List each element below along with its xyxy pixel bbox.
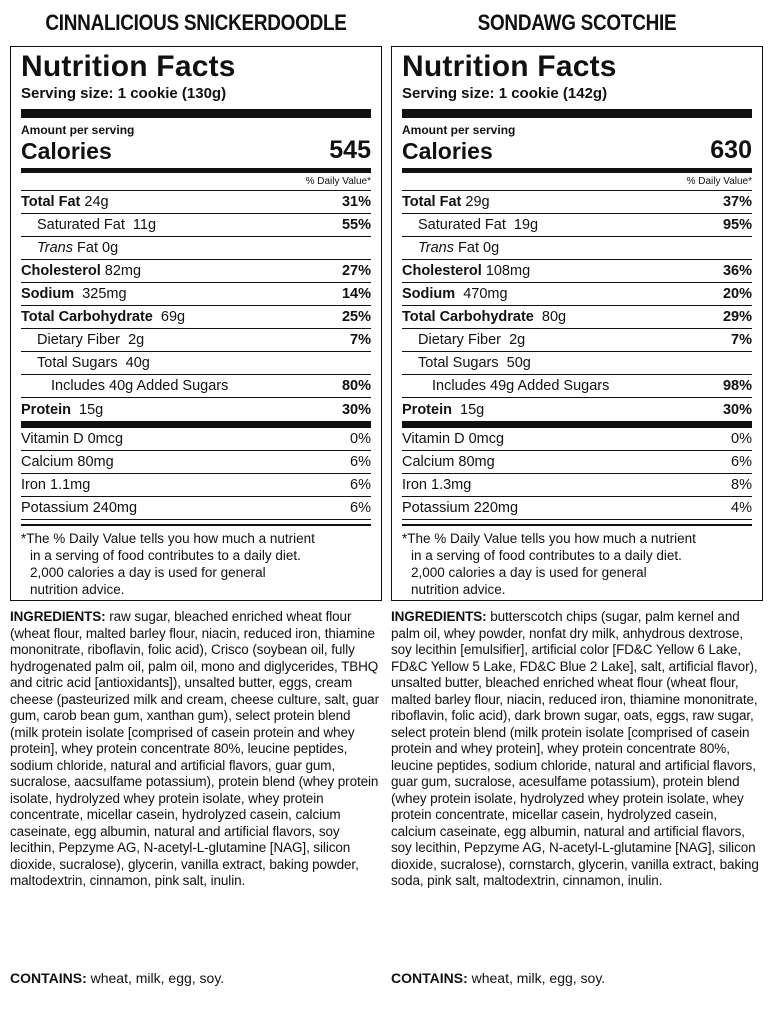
- calories-value: 630: [710, 136, 752, 164]
- vitamin-dv: 6%: [350, 454, 371, 470]
- calories-label: Calories: [402, 138, 493, 164]
- nutrient-dv: 95%: [722, 217, 752, 233]
- nutrient-amount: 15g: [460, 401, 485, 418]
- nutrient-label: Saturated Fat: [37, 217, 125, 233]
- vitamin-row-potassium: [21, 497, 371, 520]
- ingredients-text: raw sugar, bleached enriched wheat flour (wheat flour, malted barley flour, niacin, reduced iron, thiamine mononitrate, riboflavin, folic acid), Crisco (soybean oil, fully hydrogenated palm oil, palm oil, mono and diglycerides, TBHQ and citric acid [antioxidants]), unsalted butter, eggs, cream cheese (pasteurized milk and cream, cheese culture, salt, guar gum, carob bean gum, xanthan gum), select protein blend (milk protein isolate [comprised of casein protein and whey protein], whey protein concentrate 80%, leucine peptides, sodium chloride, natural and artificial flavors, guar gum, sucralose, aacsulfame potassium), protein blend (whey protein isolate, hydrolyzed whey protein isolate, whey protein concentrate, micellar casein, hydrolyzed casein, calcium caseinate, egg albumin, natural and artificial flavors, soy lecithin, Pepzyme AG, N-acetyl-L-glutamine [NAG], silicon dioxide, sucralose), glycerin, vanilla extract, baking powder, maltodextrin, cinnamon, pink salt, inulin.: [10, 609, 379, 888]
- contains-text: wheat, milk, egg, soy.: [467, 970, 606, 986]
- nutrient-row-dietary-fiber: [21, 329, 371, 352]
- footnote-line: 2,000 calories a day is used for general: [411, 565, 647, 580]
- ingredients-label: INGREDIENTS:: [10, 609, 106, 624]
- daily-value-footnote: [21, 524, 371, 598]
- vitamin-label: Potassium 220mg: [402, 500, 519, 516]
- nutrient-label: Total Carbohydrate: [402, 309, 534, 325]
- nutrient-amount: 82mg: [104, 263, 142, 279]
- nutrient-row-added-sugars: [21, 375, 371, 398]
- nutrient-label: Total Fat: [402, 194, 462, 210]
- calories-row: [402, 137, 752, 165]
- nutrient-dv: 20%: [722, 286, 752, 302]
- nutrient-label: Total Fat: [21, 194, 81, 210]
- nutrient-amount: 108mg: [485, 263, 531, 279]
- nutrient-dv: 36%: [722, 263, 752, 279]
- contains-label: CONTAINS:: [10, 970, 87, 986]
- vitamin-row-potassium: [402, 497, 752, 520]
- nutrient-dv: 27%: [341, 263, 371, 279]
- nutrient-row-total-sugars: [21, 352, 371, 375]
- divider-thick: [21, 421, 371, 428]
- ingredients-label: INGREDIENTS:: [391, 609, 487, 624]
- footnote-line: *The % Daily Value tells you how much a nutrient: [402, 531, 696, 546]
- ingredients-list: [10, 609, 382, 890]
- nutrient-amount: 2g: [128, 332, 145, 348]
- nutrition-facts-panel: [10, 46, 382, 601]
- nutrient-dv: 37%: [722, 194, 752, 210]
- nutrient-amount: Fat 0g: [458, 240, 500, 256]
- nutrient-amount: 24g: [84, 194, 109, 210]
- nutrient-label: Cholesterol: [21, 263, 101, 279]
- nutrient-row-trans-fat: [21, 237, 371, 260]
- nutrient-row-saturated-fat: [21, 214, 371, 237]
- nutrient-label: Includes 40g Added Sugars: [51, 378, 229, 394]
- nutrient-label: Total Sugars: [37, 355, 118, 371]
- nutrient-amount: 11g: [132, 217, 157, 233]
- nutrient-dv: 80%: [341, 378, 371, 394]
- nutrient-row-sodium: [21, 283, 371, 306]
- nutrient-row-trans-fat: [402, 237, 752, 260]
- nutrient-label: Trans: [37, 240, 73, 256]
- vitamin-label: Vitamin D 0mcg: [21, 431, 124, 447]
- vitamin-row-vitamin-d: [402, 428, 752, 451]
- ingredients-text: butterscotch chips (sugar, palm kernel and palm oil, whey powder, nonfat dry milk, anhydrous dextrose, soy lecithin [emulsifier], artificial color [FD&C Yellow 6 Lake, FD&C Yellow 5 Lake, FD&C Blue 2 Lake], salt, artificial flavor), unsalted butter, bleached enriched wheat flour (wheat flour, malted barley flour, niacin, reduced iron, thiamine mononitrate, riboflavin, folic acid), dark brown sugar, oats, eggs, raw sugar, select protein blend (milk protein isolate [comprised of casein protein and whey protein], whey protein concentrate 80%, leucine peptides, sodium chloride, natural and artificial flavors, guar gum, sucralose, acesulfame potassium), protein blend (whey protein isolate, hydrolyzed whey protein isolate, whey protein concentrate, micellar casein, hydrolyzed casein, calcium caseinate, egg albumin, natural and artificial flavors, soy lecithin, Pepzyme AG, N-acetyl-L-glutamine [NAG], silicon dioxide, sucralose), cornstarch, glycerin, vanilla extract, baking soda, pink salt, maltodextrin, cinnamon, inulin.: [391, 609, 759, 888]
- nutrient-amount: 470mg: [463, 286, 508, 302]
- vitamin-row-calcium: [21, 451, 371, 474]
- vitamin-dv: 6%: [350, 477, 371, 493]
- vitamin-row-iron: [21, 474, 371, 497]
- nutrient-row-saturated-fat: [402, 214, 752, 237]
- amount-per-serving: Amount per serving: [402, 123, 516, 137]
- product-title: CINNALICIOUS SNICKERDOODLE: [45, 10, 347, 35]
- footnote-line: nutrition advice.: [30, 582, 125, 597]
- nutrient-dv: 7%: [350, 332, 371, 348]
- vitamin-label: Potassium 240mg: [21, 500, 138, 516]
- calories-value: 545: [329, 136, 371, 164]
- vitamin-label: Calcium 80mg: [21, 454, 114, 470]
- nutrient-dv: 55%: [341, 217, 371, 233]
- footnote-line: *The % Daily Value tells you how much a nutrient: [21, 531, 315, 546]
- vitamin-row-calcium: [402, 451, 752, 474]
- nutrient-label: Sodium: [21, 286, 75, 302]
- vitamin-dv: 6%: [731, 454, 752, 470]
- vitamin-label: Calcium 80mg: [402, 454, 495, 470]
- nutrient-amount: 15g: [79, 401, 104, 418]
- nutrient-dv: 25%: [341, 309, 371, 325]
- product-column-right: [391, 0, 763, 986]
- vitamin-label: Iron 1.1mg: [21, 477, 91, 493]
- serving-size: Serving size: 1 cookie (130g): [21, 85, 227, 102]
- nutrient-amount: 2g: [509, 332, 526, 348]
- vitamin-dv: 8%: [731, 477, 752, 493]
- amount-per-serving: Amount per serving: [21, 123, 135, 137]
- nutrient-label: Includes 49g Added Sugars: [432, 378, 610, 394]
- nutrient-row-total-fat: [21, 191, 371, 214]
- nutrient-amount: 69g: [160, 309, 186, 325]
- nutrient-row-dietary-fiber: [402, 329, 752, 352]
- vitamin-dv: 4%: [731, 500, 752, 516]
- ingredients-list: [391, 609, 763, 890]
- nutrient-dv: 31%: [341, 194, 371, 210]
- vitamin-dv: 6%: [350, 500, 371, 516]
- vitamin-dv: 0%: [731, 431, 752, 447]
- nutrient-row-protein: [21, 398, 371, 421]
- nutrient-amount: 19g: [513, 217, 539, 233]
- contains-text: wheat, milk, egg, soy.: [86, 970, 225, 986]
- vitamin-label: Iron 1.3mg: [402, 477, 472, 493]
- nutrient-dv: 7%: [731, 332, 752, 348]
- nutrient-label: Trans: [418, 240, 454, 256]
- nutrient-row-added-sugars: [402, 375, 752, 398]
- allergen-statement: [391, 970, 605, 986]
- product-title: SONDAWG SCOTCHIE: [477, 10, 677, 35]
- nutrient-row-total-carbohydrate: [402, 306, 752, 329]
- nutrient-row-protein: [402, 398, 752, 421]
- nutrient-label: Sodium: [402, 286, 456, 302]
- footnote-line: in a serving of food contributes to a daily diet.: [30, 548, 301, 563]
- nutrient-amount: 50g: [506, 355, 531, 371]
- footnote-line: nutrition advice.: [411, 582, 506, 597]
- nutrient-amount: 40g: [125, 355, 150, 371]
- vitamin-row-vitamin-d: [21, 428, 371, 451]
- divider-thick: [402, 109, 752, 118]
- nutrient-row-cholesterol: [21, 260, 371, 283]
- nutrient-amount: 325mg: [82, 286, 127, 302]
- nutrient-dv: 30%: [722, 401, 752, 418]
- nutrient-row-total-fat: [402, 191, 752, 214]
- nutrient-row-sodium: [402, 283, 752, 306]
- nutrient-label: Dietary Fiber: [37, 332, 120, 348]
- divider-thick: [402, 421, 752, 428]
- daily-value-header: % Daily Value*: [402, 173, 752, 191]
- nutrient-dv: 30%: [341, 401, 371, 418]
- vitamin-dv: 0%: [350, 431, 371, 447]
- nutrient-amount: Fat 0g: [77, 240, 119, 256]
- nutrient-amount: 29g: [465, 194, 490, 210]
- nutrient-label: Total Sugars: [418, 355, 499, 371]
- serving-size: Serving size: 1 cookie (142g): [402, 85, 608, 102]
- footnote-line: 2,000 calories a day is used for general: [30, 565, 266, 580]
- nutrient-label: Protein: [402, 401, 452, 418]
- daily-value-footnote: [402, 524, 752, 598]
- product-column-left: [10, 0, 382, 986]
- calories-row: [21, 137, 371, 165]
- footnote-line: in a serving of food contributes to a daily diet.: [411, 548, 682, 563]
- nutrient-row-total-sugars: [402, 352, 752, 375]
- nutrient-dv: 29%: [722, 309, 752, 325]
- nutrient-label: Saturated Fat: [418, 217, 506, 233]
- nutrition-facts-heading: Nutrition Facts: [21, 50, 236, 83]
- nutrient-row-cholesterol: [402, 260, 752, 283]
- daily-value-header: % Daily Value*: [21, 173, 371, 191]
- nutrient-amount: 80g: [541, 309, 567, 325]
- vitamin-label: Vitamin D 0mcg: [402, 431, 505, 447]
- nutrient-row-total-carbohydrate: [21, 306, 371, 329]
- nutrition-facts-heading: Nutrition Facts: [402, 50, 617, 83]
- allergen-statement: [10, 970, 224, 986]
- nutrient-label: Dietary Fiber: [418, 332, 501, 348]
- nutrient-label: Total Carbohydrate: [21, 309, 153, 325]
- vitamin-row-iron: [402, 474, 752, 497]
- divider-thick: [21, 109, 371, 118]
- nutrition-facts-panel: [391, 46, 763, 601]
- nutrient-dv: 14%: [341, 286, 371, 302]
- nutrient-dv: 98%: [722, 378, 752, 394]
- calories-label: Calories: [21, 138, 112, 164]
- nutrient-label: Protein: [21, 401, 71, 418]
- contains-label: CONTAINS:: [391, 970, 468, 986]
- nutrient-label: Cholesterol: [402, 263, 482, 279]
